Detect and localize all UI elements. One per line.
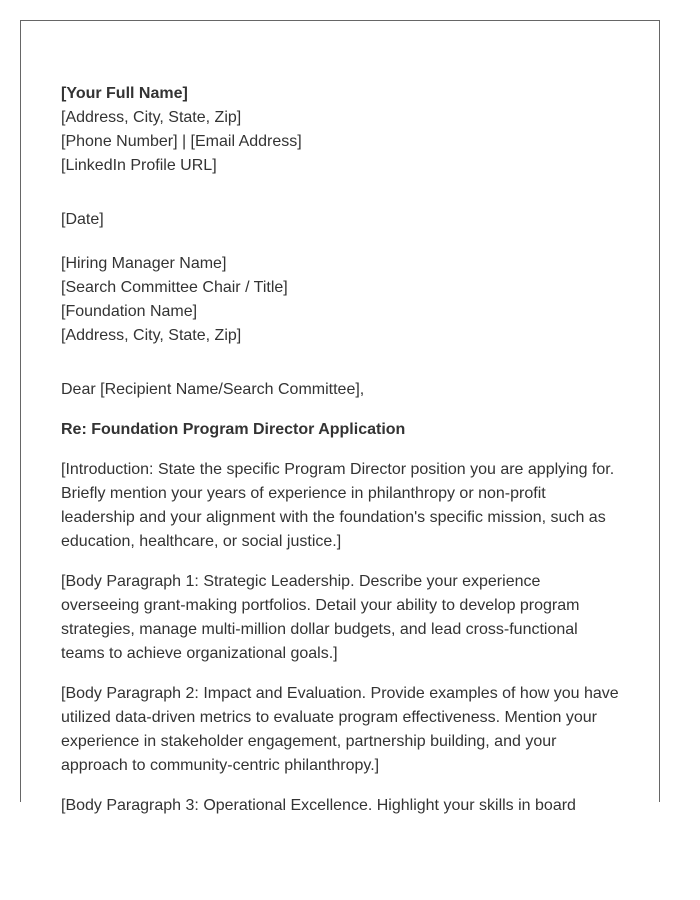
body-paragraph-2: [Body Paragraph 2: Impact and Evaluation. Provide examples of how you have utilized data-driven metrics to evaluate program effectiveness. Mention your experience in stakeholder engagement, partnership building, and your approach to community-centric philanthropy.]: [61, 685, 619, 774]
sender-contact: [Phone Number] | [Email Address]: [61, 133, 302, 150]
intro-paragraph: [Introduction: State the specific Program Director position you are applying for. Briefly mention your years of experience in philanthropy or non-profit leadership and your alignment with the foundation's specific mission, such as education, healthcare, or social justice.]: [61, 461, 615, 550]
sender-address: [Address, City, State, Zip]: [61, 109, 242, 126]
sender-name: [Your Full Name]: [61, 85, 188, 102]
letter-content: [61, 82, 621, 818]
recipient-address: [Address, City, State, Zip]: [61, 327, 242, 344]
sender-linkedin: [LinkedIn Profile URL]: [61, 157, 217, 174]
subject-text: Re: Foundation Program Director Application: [61, 421, 406, 438]
recipient-manager: [Hiring Manager Name]: [61, 255, 227, 272]
letter-page: [20, 20, 660, 814]
recipient-block: [61, 252, 621, 348]
recipient-chair: [Search Committee Chair / Title]: [61, 279, 288, 296]
salutation: [61, 378, 621, 402]
body-paragraph-1: [Body Paragraph 1: Strategic Leadership. Describe your experience overseeing grant-making portfolios. Detail your ability to develop program strategies, manage multi-million dollar budgets, and lead cross-functional teams to achieve organizational goals.]: [61, 573, 580, 662]
salutation-text: Dear [Recipient Name/Search Committee],: [61, 381, 365, 398]
body-paragraph-3: [Body Paragraph 3: Operational Excellence. Highlight your skills in board: [61, 797, 576, 814]
letter-date: [Date]: [61, 211, 104, 228]
recipient-foundation: [Foundation Name]: [61, 303, 198, 320]
sender-block: [61, 82, 621, 178]
subject-line: [61, 418, 621, 442]
date-block: [61, 208, 621, 232]
